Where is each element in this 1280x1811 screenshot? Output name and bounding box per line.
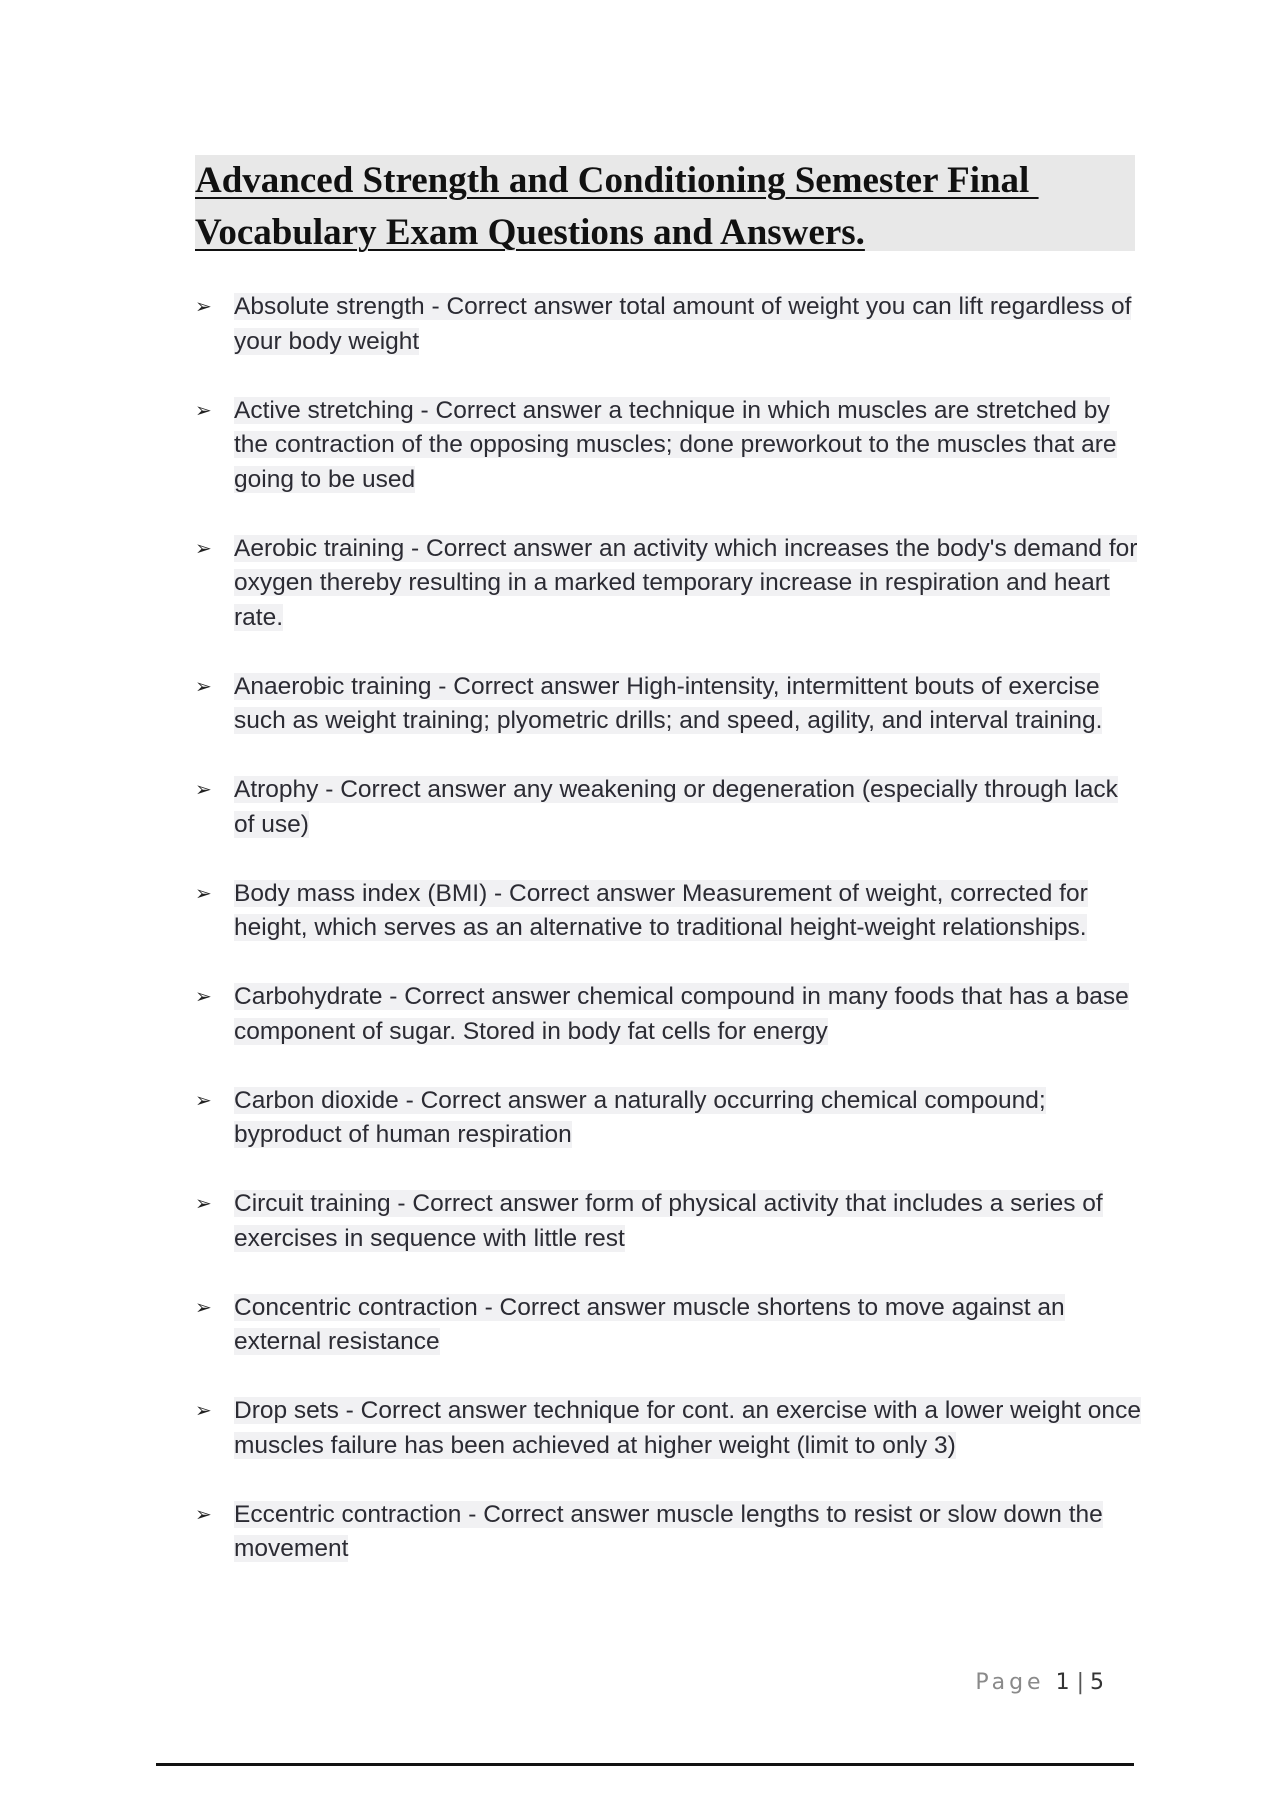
arrowhead-bullet-icon: ➢ bbox=[195, 1296, 212, 1319]
entry-term: Drop sets - bbox=[234, 1397, 361, 1424]
entry-term: Aerobic training - bbox=[234, 535, 426, 562]
vocabulary-entry bbox=[195, 1084, 1145, 1153]
entry-definition: muscle shortens to move against an external resistance bbox=[234, 1293, 1065, 1355]
entry-text bbox=[234, 1190, 1103, 1252]
arrowhead-bullet-icon: ➢ bbox=[195, 537, 212, 560]
entry-term: Eccentric contraction - bbox=[234, 1501, 483, 1528]
vocabulary-entry bbox=[195, 1187, 1145, 1256]
entry-definition: any weakening or degeneration (especially through lack of use) bbox=[234, 776, 1118, 838]
entry-term: Carbon dioxide - bbox=[234, 1087, 421, 1114]
entry-text bbox=[234, 397, 1117, 493]
entry-text bbox=[234, 983, 1129, 1045]
entry-term: Carbohydrate - bbox=[234, 983, 404, 1010]
entry-definition: a technique in which muscles are stretched by the contraction of the opposing muscles; done preworkout to the muscles that are going to be used bbox=[234, 396, 1117, 493]
entry-definition: an activity which increases the body's demand for oxygen thereby resulting in a marked temporary increase in respiration and heart rate. bbox=[234, 534, 1138, 631]
answer-prefix: Correct answer bbox=[499, 1293, 666, 1321]
entry-definition: Measurement of weight, corrected for height, which serves as an alternative to traditional height-weight relationships. bbox=[234, 879, 1088, 941]
arrowhead-bullet-icon: ➢ bbox=[195, 1089, 212, 1112]
entry-term: Anaerobic training - bbox=[234, 673, 453, 700]
answer-prefix: Correct answer bbox=[340, 776, 507, 803]
answer-prefix: Correct answer bbox=[483, 1500, 650, 1528]
footer-divider bbox=[156, 1763, 1134, 1766]
vocabulary-entry bbox=[195, 532, 1145, 636]
vocabulary-entry bbox=[195, 1498, 1145, 1567]
answer-prefix: Correct answer bbox=[435, 396, 602, 424]
vocabulary-entry bbox=[195, 773, 1145, 842]
vocabulary-entry bbox=[195, 1291, 1145, 1360]
entry-term: Atrophy - bbox=[234, 776, 340, 803]
entry-term: Active stretching - bbox=[234, 397, 436, 424]
entry-text bbox=[234, 1501, 1103, 1563]
document-title bbox=[195, 155, 1135, 251]
entry-text bbox=[234, 293, 1131, 355]
arrowhead-bullet-icon: ➢ bbox=[195, 296, 212, 318]
entry-definition: technique for cont. an exercise with a lower weight once muscles failure has been achieved at higher weight (limit to only 3) bbox=[234, 1397, 1141, 1459]
arrowhead-bullet-icon: ➢ bbox=[195, 986, 212, 1008]
arrowhead-bullet-icon: ➢ bbox=[195, 1193, 212, 1215]
answer-prefix: Correct answer bbox=[426, 534, 593, 562]
answer-prefix: Correct answer bbox=[446, 293, 613, 320]
entry-term: Concentric contraction - bbox=[234, 1294, 500, 1321]
total-pages: 5 bbox=[1090, 1670, 1105, 1695]
entry-definition: total amount of weight you can lift regardless of your body weight bbox=[234, 293, 1132, 355]
entry-term: Absolute strength - bbox=[234, 293, 446, 320]
vocabulary-entry bbox=[195, 877, 1145, 946]
vocabulary-entry bbox=[195, 1394, 1145, 1463]
answer-prefix: Correct answer bbox=[420, 1086, 587, 1114]
entry-text bbox=[234, 673, 1102, 735]
arrowhead-bullet-icon: ➢ bbox=[195, 675, 212, 698]
entry-text bbox=[234, 1294, 1065, 1356]
answer-prefix: Correct answer bbox=[412, 1190, 579, 1217]
arrowhead-bullet-icon: ➢ bbox=[195, 1503, 212, 1526]
entry-text bbox=[234, 880, 1088, 942]
vocabulary-list bbox=[195, 290, 1145, 1601]
entry-definition: High-intensity, intermittent bouts of exercise such as weight training; plyometric drills; and speed, agility, and interval training. bbox=[234, 672, 1103, 734]
answer-prefix: Correct answer bbox=[453, 672, 620, 700]
entry-definition: a naturally occurring chemical compound; byproduct of human respiration bbox=[234, 1086, 1046, 1148]
vocabulary-entry bbox=[195, 980, 1145, 1049]
page-label: Page bbox=[975, 1670, 1045, 1695]
current-page-number: 1 bbox=[1055, 1670, 1071, 1695]
page-separator: | bbox=[1076, 1670, 1084, 1695]
arrowhead-bullet-icon: ➢ bbox=[195, 779, 212, 801]
entry-definition: chemical compound in many foods that has a base component of sugar. Stored in body fat cells for energy bbox=[234, 983, 1129, 1045]
answer-prefix: Correct answer bbox=[404, 983, 571, 1010]
vocabulary-entry bbox=[195, 290, 1145, 359]
vocabulary-entry bbox=[195, 670, 1145, 739]
page-number-footer bbox=[975, 1670, 1105, 1695]
title-line-2: Vocabulary Exam Questions and Answers. bbox=[195, 212, 865, 253]
entry-definition: form of physical activity that includes a series of exercises in sequence with little rest bbox=[234, 1190, 1103, 1252]
vocabulary-entry bbox=[195, 394, 1145, 498]
title-line-1: Advanced Strength and Conditioning Semester Final bbox=[195, 160, 1039, 201]
entry-definition: muscle lengths to resist or slow down the movement bbox=[234, 1500, 1103, 1562]
arrowhead-bullet-icon: ➢ bbox=[195, 882, 212, 905]
answer-prefix: Correct answer bbox=[360, 1397, 527, 1424]
entry-text bbox=[234, 776, 1118, 838]
arrowhead-bullet-icon: ➢ bbox=[195, 1400, 212, 1422]
entry-text bbox=[234, 1087, 1046, 1149]
entry-text bbox=[234, 535, 1137, 631]
entry-term: Circuit training - bbox=[234, 1190, 412, 1217]
entry-text bbox=[234, 1397, 1141, 1459]
answer-prefix: Correct answer bbox=[509, 879, 676, 907]
entry-term: Body mass index (BMI) - bbox=[234, 880, 509, 907]
arrowhead-bullet-icon: ➢ bbox=[195, 399, 212, 422]
